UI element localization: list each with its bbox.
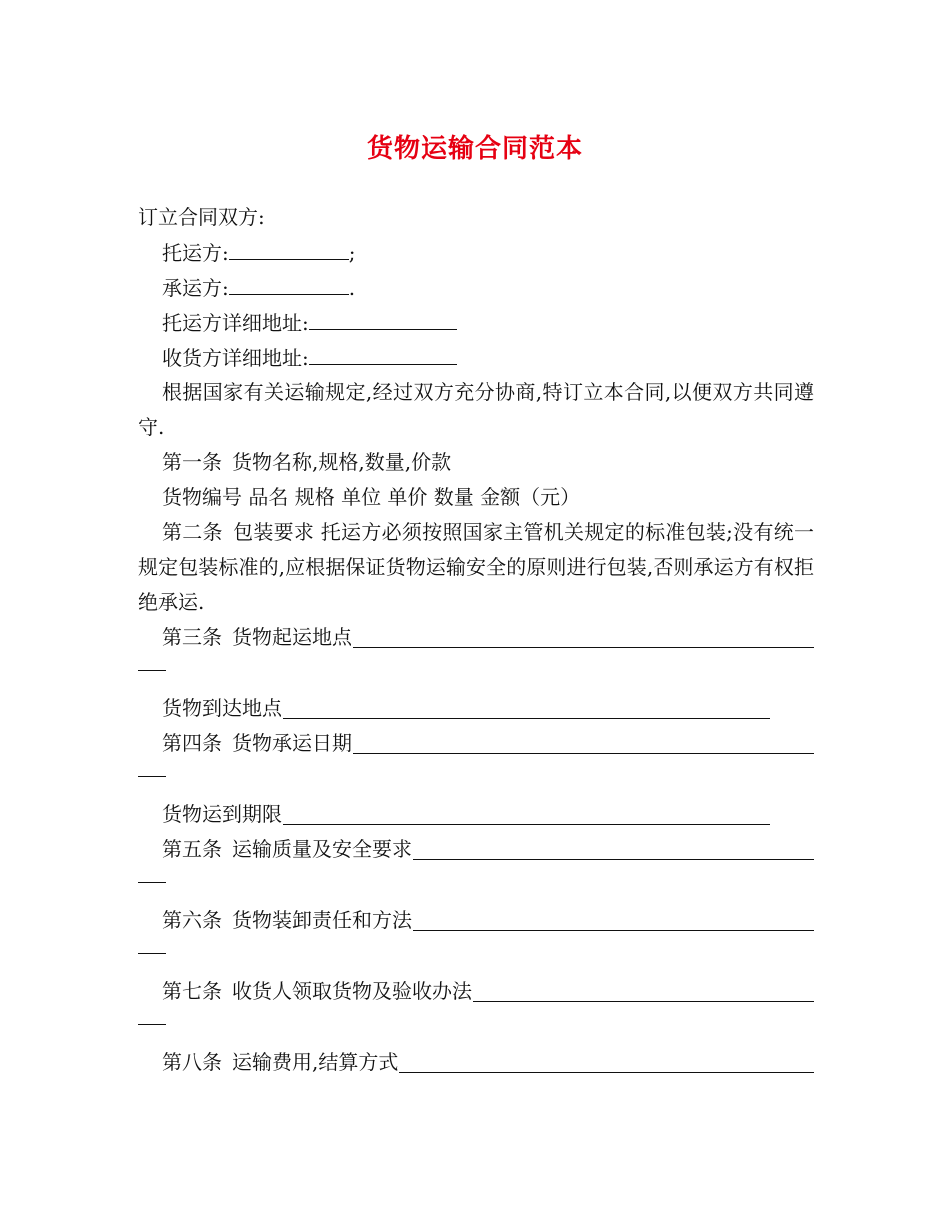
article-3-number: 第三条	[162, 625, 222, 649]
goods-table-header: 货物编号 品名 规格 单位 单价 数量 金额（元）	[162, 485, 581, 509]
article-5-blank[interactable]	[413, 859, 814, 860]
consignor-label: 托运方:	[162, 241, 229, 265]
carrier-blank[interactable]	[229, 270, 349, 295]
document-title: 货物运输合同范本	[366, 134, 583, 164]
article-1-number: 第一条	[162, 450, 222, 474]
article-7-text: 收货人领取货物及验收办法	[232, 979, 472, 1003]
article-2-text: 包装要求 托运方必须按照国家主管机关规定的标准包装;没有统一规定包装标准的,应根据保证货物运输安全的原则进行包装,否则承运方有权拒绝承运.	[138, 520, 814, 614]
article-6-blank[interactable]	[413, 930, 814, 931]
article-3-blank-tail	[138, 669, 166, 671]
carrier-line	[138, 270, 814, 305]
article-3-text: 货物起运地点	[232, 625, 352, 649]
article-5-text: 运输质量及安全要求	[232, 837, 412, 861]
article-8-text: 运输费用,结算方式	[232, 1050, 399, 1074]
article-7	[138, 974, 814, 1009]
deadline-line	[138, 797, 814, 832]
article-2-number: 第二条	[162, 520, 223, 544]
destination-label: 货物到达地点	[162, 696, 282, 720]
consignor-blank[interactable]	[229, 235, 349, 260]
deadline-blank[interactable]	[283, 824, 770, 825]
article-4-blank-tail	[138, 775, 166, 777]
article-8	[138, 1045, 814, 1080]
parties-heading: 订立合同双方:	[138, 205, 265, 229]
consignee-address-label: 收货方详细地址:	[162, 346, 309, 370]
article-4-text: 货物承运日期	[232, 731, 352, 755]
article-8-number: 第八条	[162, 1050, 222, 1074]
article-3	[138, 620, 814, 655]
article-4	[138, 726, 814, 761]
article-4-blank[interactable]	[353, 753, 814, 754]
consignor-address-line	[138, 305, 814, 340]
destination-blank[interactable]	[283, 718, 770, 719]
deadline-label: 货物运到期限	[162, 802, 282, 826]
article-7-blank[interactable]	[473, 1001, 814, 1002]
consignee-address-blank[interactable]	[309, 340, 457, 365]
consignor-address-blank[interactable]	[309, 305, 457, 330]
consignor-line	[138, 235, 814, 270]
carrier-end: .	[348, 276, 356, 300]
contract-body	[138, 200, 814, 1080]
consignee-address-line	[138, 340, 814, 375]
article-3-blank[interactable]	[353, 647, 814, 648]
article-8-blank[interactable]	[399, 1072, 814, 1073]
article-6-text: 货物装卸责任和方法	[232, 908, 412, 932]
article-5	[138, 832, 814, 867]
article-2	[138, 515, 814, 620]
article-1-text: 货物名称,规格,数量,价款	[232, 450, 452, 474]
consignor-end: ;	[348, 241, 356, 265]
article-6-number: 第六条	[162, 908, 222, 932]
article-4-number: 第四条	[162, 731, 222, 755]
article-7-number: 第七条	[162, 979, 222, 1003]
destination-line	[138, 691, 814, 726]
carrier-label: 承运方:	[162, 276, 229, 300]
article-1	[138, 445, 814, 480]
consignor-address-label: 托运方详细地址:	[162, 311, 309, 335]
article-7-blank-tail	[138, 1023, 166, 1025]
article-6-blank-tail	[138, 952, 166, 954]
preamble-paragraph: 根据国家有关运输规定,经过双方充分协商,特订立本合同,以便双方共同遵守.	[138, 380, 814, 439]
article-5-blank-tail	[138, 881, 166, 883]
article-5-number: 第五条	[162, 837, 222, 861]
article-6	[138, 903, 814, 938]
